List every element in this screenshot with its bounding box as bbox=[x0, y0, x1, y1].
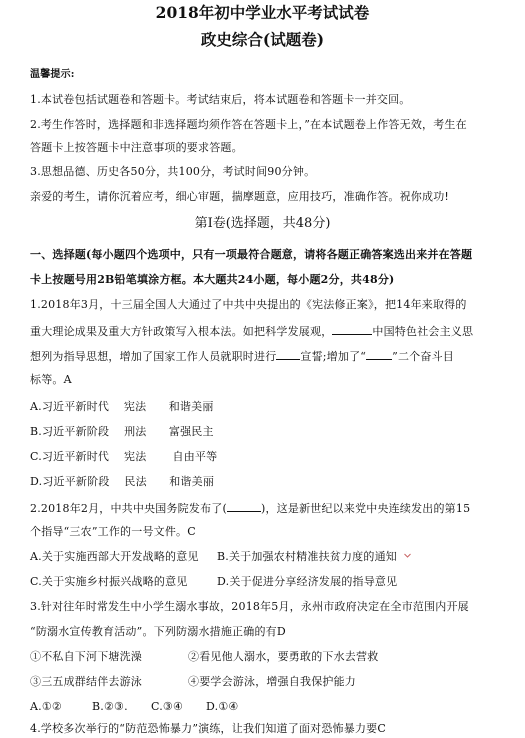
q1-line-4: 标等。A bbox=[30, 373, 72, 386]
q3-option-c: C.③④ bbox=[151, 700, 184, 713]
q1-blank-1 bbox=[332, 323, 372, 335]
q2-blank bbox=[227, 500, 261, 512]
q3-statement-3: ③三五成群结伴去游泳 bbox=[30, 675, 142, 688]
q2-line-1 bbox=[30, 500, 470, 516]
q1-line-3-text-a: 想列为指导思想，增加了国家工作人员就职时进行 bbox=[30, 350, 277, 363]
q3-statement-2: ②看见他人溺水，要勇敢的下水去营救 bbox=[188, 650, 379, 663]
check-mark-icon bbox=[404, 553, 411, 558]
q2-option-b: B.关于加强农村精准扶贫力度的通知 bbox=[217, 550, 397, 563]
q3-line-1: 3.针对往年时常发生中小学生溺水事故，2018年5月，永州市政府决定在全市范围内开展 bbox=[30, 600, 469, 613]
q2-line-1-text-b: )，这是新世纪以来党中央连续发出的第15 bbox=[260, 502, 471, 515]
q1-option-c: C.习近平新时代 宪法 自由平等 bbox=[30, 450, 218, 463]
q2-option-d: D.关于促进分享经济发展的指导意见 bbox=[217, 575, 398, 588]
exam-title: 2018年初中学业水平考试试卷 bbox=[155, 3, 370, 22]
q1-line-2-text-a: 重大理论成果及重大方针政策写入根本法。如把科学发展观， bbox=[30, 325, 333, 338]
instruction-line-2: 卡上按题号用2B铅笔填涂方框。本大题共24小题，每小题2分，共48分) bbox=[30, 273, 395, 286]
q4-line-1: 4.学校多次举行的“防范恐怖暴力”演练，让我们知道了面对恐怖暴力要C bbox=[30, 722, 386, 735]
q1-line-2 bbox=[30, 323, 473, 339]
q1-option-b: B.习近平新阶段 刑法 富强民主 bbox=[30, 425, 214, 438]
q2-line-1-text-a: 2.2018年2月，中共中央国务院发布了( bbox=[30, 502, 227, 515]
q1-line-1: 1.2018年3月，十三届全国人大通过了中共中央提出的《宪法修正案》，把14年来取得的 bbox=[30, 298, 467, 311]
section-heading: 第Ⅰ卷(选择题，共48分) bbox=[194, 216, 331, 231]
q1-line-2-text-b: 中国特色社会主义思 bbox=[372, 325, 474, 338]
q3-line-2: “防溺水宣传教育活动”。下列防溺水措施正确的有D bbox=[30, 625, 286, 638]
q3-option-a: A.①② bbox=[30, 700, 62, 713]
q1-option-a: A.习近平新时代 宪法 和谐美丽 bbox=[30, 400, 214, 413]
q2-line-2: 个指导“三农”工作的一号文件。C bbox=[30, 525, 196, 538]
q2-option-a: A.关于实施西部大开发战略的意见 bbox=[30, 550, 199, 563]
tips-heading: 温馨提示: bbox=[30, 69, 75, 80]
tip-line-1: 1.本试卷包括试题卷和答题卡。考试结束后，将本试题卷和答题卡一并交回。 bbox=[30, 93, 411, 106]
q3-option-b: B.②③. bbox=[92, 700, 128, 713]
tip-line-4: 3.思想品德、历史各50分，共100分，考试时间90分钟。 bbox=[30, 165, 316, 178]
tip-line-3: 答题卡上按答题卡中注意事项的要求答题。 bbox=[30, 141, 243, 154]
q1-line-3 bbox=[30, 348, 454, 364]
q1-blank-3 bbox=[366, 348, 392, 360]
exam-subtitle: 政史综合(试题卷) bbox=[200, 30, 325, 49]
encouragement-text: 亲爱的考生，请你沉着应考，细心审题，揣摩题意，应用技巧，准确作答。祝你成功! bbox=[30, 190, 450, 203]
q1-blank-2 bbox=[276, 348, 300, 360]
q1-option-d: D.习近平新阶段 民法 和谐美丽 bbox=[30, 475, 215, 488]
q3-statement-4: ④要学会游泳，增强自我保护能力 bbox=[188, 675, 356, 688]
instruction-line-1: 一、选择题(每小题四个选项中，只有一项最符合题意，请将各题正确答案选出来并在答题 bbox=[30, 248, 473, 261]
q3-statement-1: ①不私自下河下塘洗澡 bbox=[30, 650, 142, 663]
q1-line-3-text-b: 宣誓;增加了“ bbox=[300, 350, 367, 363]
q2-option-c: C.关于实施乡村振兴战略的意见 bbox=[30, 575, 188, 588]
q3-option-d: D.①④ bbox=[206, 700, 239, 713]
q1-line-3-text-c: ”二个奋斗目 bbox=[392, 350, 454, 363]
tip-line-2: 2.考生作答时，选择题和非选择题均须作答在答题卡上，”在本试题卷上作答无效，考生在 bbox=[30, 118, 467, 131]
